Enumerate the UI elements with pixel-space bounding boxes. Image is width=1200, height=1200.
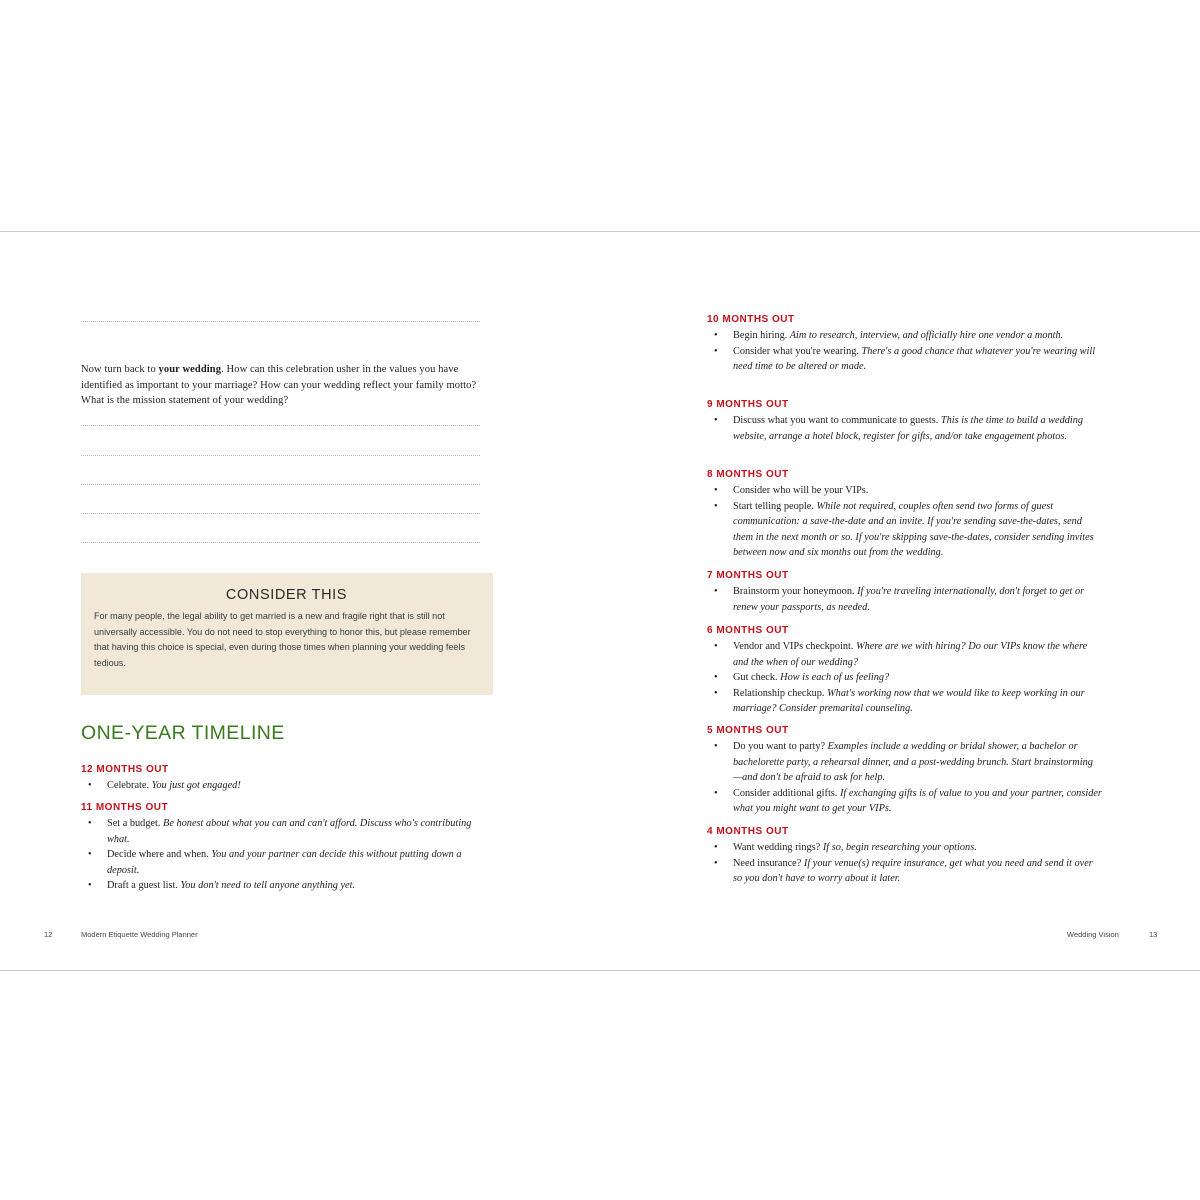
bullet-icon: • xyxy=(714,485,718,496)
timeline-item: • Start telling people. While not required, couples often send two forms of guest communication: a save-the-date and an invite. If you're sending save-the-dates, send them in the next month or so. If you're skipping save-the-dates, consider sending invites between now and six months out from the wedding. xyxy=(714,500,1094,558)
writing-line xyxy=(81,321,480,322)
timeline-item: • Gut check. How is each of us feeling? xyxy=(707,670,1102,686)
month-heading: 10 MONTHS OUT xyxy=(707,314,795,325)
bullet-icon: • xyxy=(714,330,718,341)
timeline-item: • Brainstorm your honeymoon. If you're traveling internationally, don't forget to get or renew your passports, as needed. xyxy=(714,586,1085,613)
prompt-text: Now turn back to xyxy=(81,364,159,375)
timeline-item: • Begin hiring. Aim to research, interview, and officially hire one vendor a month. xyxy=(707,328,1102,344)
month-heading: 11 MONTHS OUT xyxy=(81,802,169,813)
timeline-item: • Do you want to party? Examples include a wedding or bridal shower, a bachelor or bachelorette party, a rehearsal dinner, and a post-wedding brunch. Start brainstorming—and don't be afraid to ask for help. xyxy=(714,741,1093,783)
bullet-icon: • xyxy=(714,586,718,597)
left-page xyxy=(0,232,600,970)
bullet-icon: • xyxy=(714,672,718,683)
bullet-icon: • xyxy=(88,818,92,829)
timeline-section xyxy=(707,568,1102,615)
right-page xyxy=(600,232,1200,970)
month-heading: 9 MONTHS OUT xyxy=(707,399,789,410)
month-heading: 4 MONTHS OUT xyxy=(707,826,789,837)
writing-line xyxy=(81,542,480,543)
writing-line xyxy=(81,513,480,514)
timeline-section xyxy=(81,762,481,794)
bullet-icon: • xyxy=(714,842,718,853)
consider-heading: CONSIDER THIS xyxy=(225,587,348,603)
timeline-section xyxy=(707,397,1102,444)
timeline-item: • Consider additional gifts. If exchanging gifts is of value to you and your partner, consider what you might want to get your VIPs. xyxy=(714,787,1102,814)
timeline-section xyxy=(81,800,481,894)
writing-line xyxy=(81,425,480,426)
timeline-section xyxy=(707,824,1102,887)
timeline-item: • Consider who will be your VIPs. xyxy=(707,483,1102,499)
bullet-icon: • xyxy=(714,500,718,512)
running-header: Wedding Vision xyxy=(1067,930,1119,939)
writing-line xyxy=(81,455,480,456)
timeline-item: • Discuss what you want to communicate to guests. This is the time to build a wedding website, arrange a hotel block, register for gifts, and/or take engagement photos. xyxy=(714,415,1084,442)
page-number: 12 xyxy=(44,930,53,939)
bullet-icon: • xyxy=(714,415,718,426)
timeline-item: • Vendor and VIPs checkpoint. Where are we with hiring? Do our VIPs know the where and the when of our wedding? xyxy=(714,641,1088,668)
timeline-item: • Relationship checkup. What's working now that we would like to keep working in our marriage? Consider premarital counseling. xyxy=(714,687,1085,714)
consider-this-box xyxy=(81,573,493,695)
page-number: 13 xyxy=(1149,930,1158,939)
bullet-icon: • xyxy=(714,641,718,652)
timeline-section xyxy=(707,723,1102,817)
writing-line xyxy=(81,484,480,485)
consider-body: For many people, the legal ability to get married is a new and fragile right that is still not universally accessible. You do not need to stop everything to honor this, but please remember that having this choice is special, even during those times when planning your wedding feels tedious. xyxy=(94,611,471,668)
timeline-title: ONE-YEAR TIMELINE xyxy=(81,722,285,744)
timeline-section xyxy=(707,467,1102,561)
prompt-text: . How can this celebration usher in the values you have identified as important to your marriage? How can your wedding reflect your family motto? What is the mission statement of your wedding? xyxy=(81,364,477,406)
running-header: Modern Etiquette Wedding Planner xyxy=(81,930,198,939)
month-heading: 8 MONTHS OUT xyxy=(707,469,789,480)
timeline-section xyxy=(707,623,1102,717)
bullet-icon: • xyxy=(714,345,718,357)
month-heading: 5 MONTHS OUT xyxy=(707,725,789,736)
timeline-item: • Draft a guest list. You don't need to tell anyone anything yet. xyxy=(81,878,481,894)
book-spread xyxy=(0,231,1200,971)
reflection-prompt xyxy=(81,362,496,409)
bullet-icon: • xyxy=(88,849,92,860)
bullet-icon: • xyxy=(714,741,718,752)
bullet-icon: • xyxy=(88,880,92,891)
month-heading: 12 MONTHS OUT xyxy=(81,764,169,775)
bullet-icon: • xyxy=(714,857,718,869)
bullet-icon: • xyxy=(88,780,92,791)
timeline-item: • Want wedding rings? If so, begin researching your options. xyxy=(707,840,1102,856)
timeline-item: • Need insurance? If your venue(s) require insurance, get what you need and send it over so you don't have to worry about it later. xyxy=(714,857,1093,884)
timeline-section xyxy=(707,312,1102,375)
bullet-icon: • xyxy=(714,787,718,799)
timeline-item: • Decide where and when. You and your partner can decide this without putting down a deposit. xyxy=(88,849,462,876)
timeline-item: • Consider what you're wearing. There's a good chance that whatever you're wearing will need time to be altered or made. xyxy=(714,345,1096,372)
month-heading: 7 MONTHS OUT xyxy=(707,570,789,581)
timeline-item: • Set a budget. Be honest about what you can and can't afford. Discuss who's contributing what. xyxy=(88,818,472,845)
month-heading: 6 MONTHS OUT xyxy=(707,625,789,636)
prompt-emphasis: your wedding xyxy=(158,364,222,375)
bullet-icon: • xyxy=(714,687,718,699)
timeline-item: • Celebrate. You just got engaged! xyxy=(81,778,481,794)
